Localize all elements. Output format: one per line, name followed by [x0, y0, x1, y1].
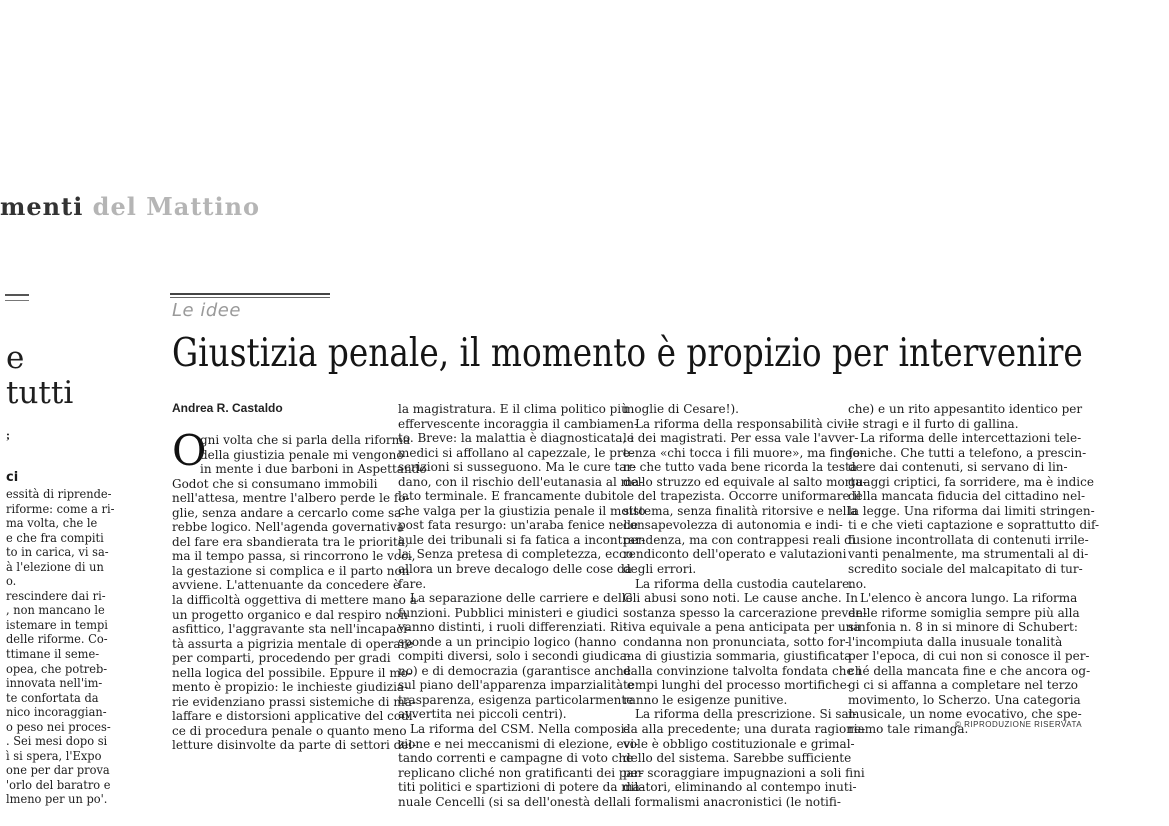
text-line: riforme: come a ri- [6, 501, 115, 516]
text-line: tenza «chi tocca i fili muore», ma finge- [623, 445, 865, 460]
reproduction-notice: © RIPRODUZIONE RISERVATA [955, 720, 1083, 729]
drop-cap: O [172, 426, 207, 475]
text-line: no) e di democrazia (garantisce anche [398, 663, 631, 678]
text-line: della giustizia penale mi vengono [200, 447, 404, 462]
text-line: che) e un rito appesantito identico per [848, 402, 1083, 416]
section-rule-bottom [170, 297, 330, 298]
text-line: dilatori, eliminando al contempo inuti- [623, 780, 857, 795]
left-headline-fragment-tutti: tutti [6, 375, 74, 411]
text-line: della mancata fiducia del cittadino nel- [848, 489, 1086, 504]
text-line: ti e che vieti captazione e soprattutto dif- [848, 518, 1100, 533]
text-line: ma il tempo passa, si rincorrono le voci, [172, 549, 416, 564]
text-line: rescindere dai ri- [6, 588, 106, 603]
text-line: movimento, lo Scherzo. Una categoria [848, 692, 1081, 707]
text-line: nella logica del possibile. Eppure il mo- [172, 665, 412, 680]
text-line: vanti penalmente, ma strumentali al di- [848, 547, 1089, 562]
text-line: le dei magistrati. Per essa vale l'avver- [623, 431, 859, 446]
text-line: lato terminale. E francamente dubito [398, 489, 624, 504]
text-line: La separazione delle carriere e delle [410, 591, 633, 606]
text-line: ma volta, che le [6, 516, 98, 531]
left-fragment-mark: ; [6, 428, 10, 442]
section-rule-top [170, 293, 330, 295]
article-column-1 [172, 433, 427, 753]
text-line: opea, che potreb- [6, 661, 108, 676]
text-line: no. [848, 576, 867, 591]
text-line: tempi lunghi del processo mortifiche- [623, 678, 851, 693]
text-line: dello struzzo ed equivale al salto morta- [623, 474, 867, 489]
text-line: sistema, senza finalità ritorsive e nella [623, 503, 858, 518]
text-line: to. Breve: la malattia è diagnosticata, i [398, 431, 635, 446]
text-line: tiva equivale a pena anticipata per una [623, 620, 861, 635]
article-column-2 [398, 402, 646, 809]
left-headline-fragment-e: e [6, 340, 25, 376]
article-column-3 [623, 402, 868, 809]
text-line: fusione incontrollata di contenuti irrile- [848, 532, 1089, 547]
text-line: essità di riprende- [6, 487, 112, 501]
text-line: dano, con il rischio dell'eutanasia al ma- [398, 474, 644, 489]
text-line: per comparti, procedendo per gradi [172, 651, 391, 666]
text-line: un progetto organico e dal respiro non [172, 607, 408, 622]
text-line: istemare in tempi [6, 617, 108, 632]
text-line: funzioni. Pubblici ministeri e giudici [398, 605, 619, 620]
text-line: vole è obbligo costituzionale e grimal- [623, 736, 855, 751]
text-line: musicale, un nome evocativo, che spe- [848, 707, 1082, 722]
text-line: L'elenco è ancora lungo. La riforma [860, 591, 1078, 606]
article-headline: Giustizia penale, il momento è propizio per intervenire [172, 331, 1083, 376]
text-line: o peso nei proces- [6, 719, 111, 734]
text-line: foniche. Che tutti a telefono, a prescin- [848, 445, 1087, 460]
text-line: . Sei mesi dopo si [6, 734, 108, 749]
text-line: lmeno per un po'. [6, 792, 108, 807]
text-line: innovata nell'im- [6, 676, 103, 691]
text-line: 'orlo del baratro e [6, 777, 111, 792]
text-line: la. Senza pretesa di completezza, ecco [398, 547, 633, 562]
text-line: mento è propizio: le inchieste giudizia- [172, 680, 409, 695]
text-line: aule dei tribunali si fa fatica a incontrar- [398, 532, 646, 547]
text-line: pendenza, ma con contrappesi reali di [623, 532, 856, 547]
text-line: ì si spera, l'Expo [6, 748, 102, 763]
text-line: , non mancano le [6, 603, 105, 618]
text-line: replicano cliché non gratificanti dei par- [398, 765, 644, 780]
text-line: scrizioni si susseguono. Ma le cure tar- [398, 460, 637, 475]
text-line: per scoraggiare impugnazioni a soli fini [623, 765, 865, 780]
text-line: ma di giustizia sommaria, giustificata [623, 649, 852, 664]
text-line: Gli abusi sono noti. Le cause anche. In [623, 591, 858, 606]
article-column-4 [848, 402, 1100, 737]
text-line: nell'attesa, mentre l'albero perde le fo- [172, 491, 410, 506]
text-line: delle riforme. Co- [6, 632, 108, 647]
text-line: dello del sistema. Sarebbe sufficiente [623, 751, 852, 766]
left-rule-top [5, 294, 29, 296]
left-fragment-ci: ci [6, 470, 19, 485]
text-line: trasparenza, esigenza particolarmente [398, 692, 634, 707]
text-line: letture disinvolte da parte di settori del- [172, 738, 417, 753]
text-line: ranno le esigenze punitive. [623, 692, 788, 707]
text-line: asfittico, l'aggravante sta nell'incapaci- [172, 622, 411, 637]
text-line: post fata resurgo: un'araba fenice nelle [398, 518, 639, 533]
text-line: tando correnti e campagne di voto che [398, 751, 634, 766]
text-line: sponde a un principio logico (hanno [398, 634, 617, 649]
text-line: guaggi criptici, fa sorridere, ma è indice [848, 474, 1094, 489]
text-line: nuale Cencelli (si sa dell'onestà della [398, 794, 624, 809]
text-line: condanna non pronunciata, sotto for- [623, 634, 850, 649]
text-line: rendiconto dell'operato e valutazioni [623, 547, 847, 562]
text-line: avviene. L'attenuante da concedere è [172, 578, 401, 593]
text-line: le del trapezista. Occorre uniformare il [623, 489, 862, 504]
text-line: avvertita nei piccoli centri). [398, 707, 567, 722]
text-line: gi ci si affanna a completare nel terzo [848, 678, 1079, 693]
text-line: La riforma del CSM. Nella composi- [410, 722, 629, 737]
text-line: e che fra compiti [6, 530, 104, 545]
text-line: vanno distinti, i ruoli differenziati. Ri- [398, 620, 627, 635]
text-line: sinfonia n. 8 in si minore di Schubert: [848, 620, 1078, 635]
text-line: degli errori. [623, 562, 697, 577]
masthead-faded-text: del Mattino [92, 192, 261, 221]
text-line: tà assurta a pigrizia mentale di operare [172, 636, 414, 651]
text-line: che valga per la giustizia penale il motto [398, 503, 646, 518]
text-line: zione e nei meccanismi di elezione, evi- [398, 736, 639, 751]
text-line: ce di procedura penale o quanto meno [172, 723, 407, 738]
text-line: l'incompiuta dalla inusuale tonalità [848, 634, 1063, 649]
text-line: la difficoltà oggettiva di mettere mano a [172, 593, 417, 608]
text-line: re che tutto vada bene ricorda la testa [623, 460, 858, 475]
text-line: one per dar prova [6, 763, 110, 778]
text-line: La riforma delle intercettazioni tele- [860, 431, 1082, 446]
article-author: Andrea R. Castaldo [172, 401, 283, 415]
text-line: ché della mancata fine e che ancora og- [848, 663, 1091, 678]
text-line: effervescente incoraggia il cambiamen- [398, 416, 639, 431]
text-line: la magistratura. E il clima politico più [398, 402, 629, 416]
text-line: riamo tale rimanga. [848, 722, 969, 737]
text-line: o. [6, 574, 17, 589]
text-line: rie evidenziano prassi sistemiche di ma- [172, 694, 416, 709]
text-line: La riforma della custodia cautelare. [635, 576, 854, 591]
section-tag: Le idee [172, 300, 241, 321]
text-line: dalla convinzione talvolta fondata che i [623, 663, 862, 678]
text-line: la gestazione si complica e il parto non [172, 563, 410, 578]
text-line: fare. [398, 576, 427, 591]
text-line: ttimane il seme- [6, 647, 100, 662]
text-line: le stragi e il furto di gallina. [848, 416, 1019, 431]
text-line: compiti diversi, solo i secondi giudica- [398, 649, 631, 664]
text-line: allora un breve decalogo delle cose da [398, 562, 632, 577]
text-line: per l'epoca, di cui non si conosce il per- [848, 649, 1090, 664]
left-rule-bottom [5, 300, 29, 301]
text-line: La riforma della prescrizione. Si sal- [635, 707, 857, 722]
text-line: del fare era sbandierata tra le priorità, [172, 534, 409, 549]
text-line: moglie di Cesare!). [623, 402, 739, 416]
text-line: to in carica, vi sa- [6, 545, 109, 560]
text-line: in mente i due barboni in Aspettando [200, 462, 427, 477]
masthead-strip [0, 192, 260, 221]
text-line: dere dai contenuti, si servano di lin- [848, 460, 1068, 475]
text-line: sostanza spesso la carcerazione preven- [623, 605, 868, 620]
text-line: li formalismi anacronistici (le notifi- [623, 794, 841, 809]
left-cutoff-column [6, 487, 115, 807]
text-line: titi politici e spartizioni di potere da ma- [398, 780, 644, 795]
text-line: glie, senza andare a cercarlo come sa- [172, 505, 406, 520]
text-line: delle riforme somiglia sempre più alla [848, 605, 1080, 620]
text-line: te confortata da [6, 690, 99, 705]
text-line: da alla precedente; una durata ragione- [623, 722, 866, 737]
text-line: scredito sociale del malcapitato di tur- [848, 562, 1083, 577]
text-line: nico incoraggian- [6, 705, 107, 720]
text-line: gni volta che si parla della riforma [200, 433, 411, 447]
text-line: la legge. Una riforma dai limiti stringen- [848, 503, 1095, 518]
masthead-visible-text: menti [0, 192, 93, 221]
text-line: laffare e distorsioni applicative del codi- [172, 709, 417, 724]
text-line: La riforma della responsabilità civi- [635, 416, 852, 431]
text-line: medici si affollano al capezzale, le pre- [398, 445, 634, 460]
text-line: rebbe logico. Nell'agenda governativa [172, 520, 404, 535]
text-line: à l'elezione di un [6, 559, 104, 574]
text-line: Godot che si consumano immobili [172, 476, 378, 491]
text-line: sul piano dell'apparenza imparzialità e [398, 678, 634, 693]
text-line: consapevolezza di autonomia e indi- [623, 518, 843, 533]
